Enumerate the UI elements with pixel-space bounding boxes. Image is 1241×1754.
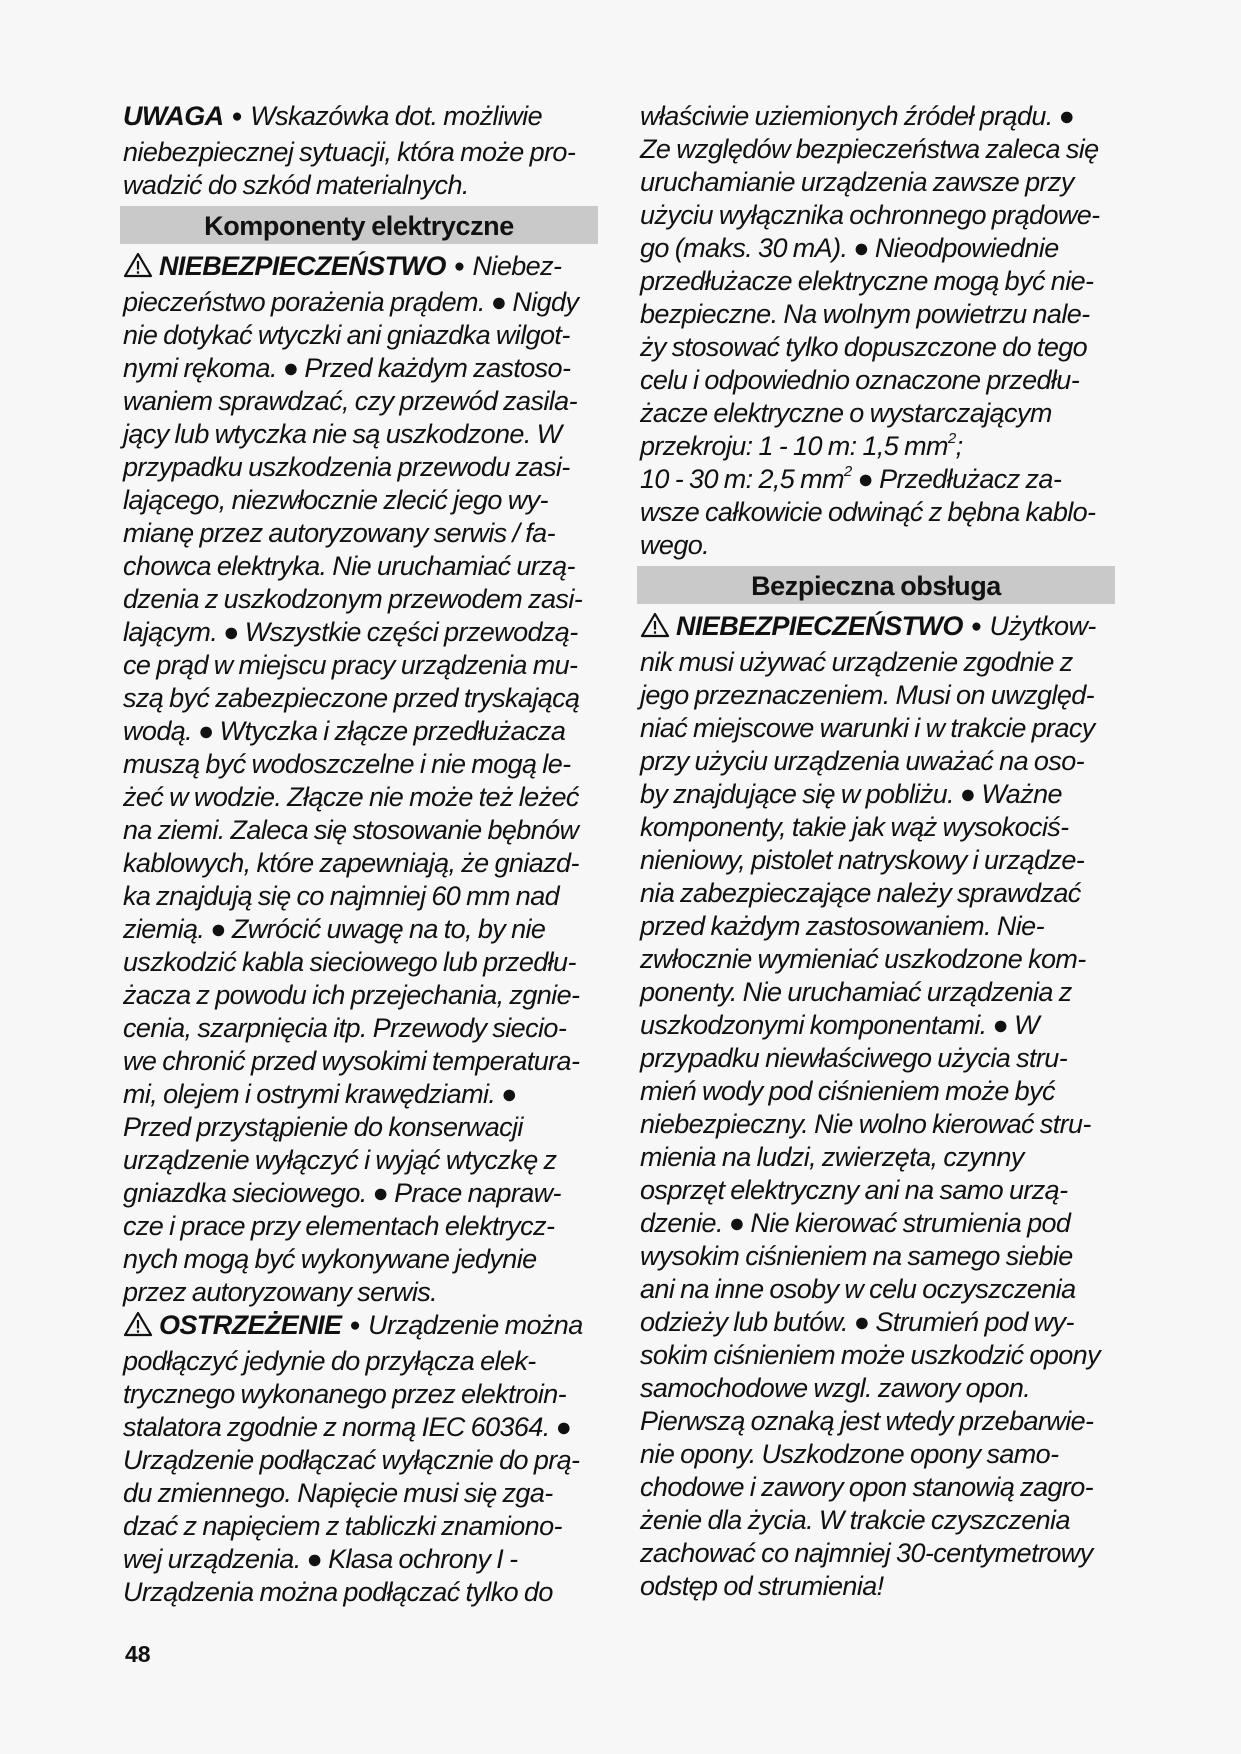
text-line: nieniowy, pistolet natryskowy i urządze- [640,845,1085,875]
continuation-lines [640,100,1112,430]
text-line: nych mogą być wykonywane jedynie [123,1244,537,1274]
text-line: na ziemi. Zaleca się stosowanie bębnów [123,815,579,845]
text-line: ani na inne osoby w celu oczyszczenia [640,1274,1076,1304]
text-line: dzać z napięciem z tabliczki znamiono- [123,1511,562,1541]
text-line: żenie dla życia. W trakcie czyszczenia [640,1505,1070,1535]
text-line: przed każdym zastosowaniem. Nie- [640,911,1044,941]
cross-section-end-1: ; [955,431,963,461]
text-line: waniem sprawdzać, czy przewód zasila- [123,386,577,416]
text-line: szą być zabezpieczone przed tryskającą [123,683,580,713]
text-line: dzenie. ● Nie kierować strumienia pod [640,1208,1071,1238]
danger-lines [123,286,595,1309]
text-line: zachować co najmniej 30-centymetrowy [640,1538,1093,1568]
bullet-icon: ● [231,106,243,127]
danger-label: NIEBEZPIECZEŃSTWO [159,251,446,281]
text-line: uszkodzić kabla sieciowego lub przedłu- [123,947,576,977]
text-line: dzenia z uszkodzonym przewodem zasi- [123,584,583,614]
text-line: ponenty. Nie uruchamiać urządzenia z [640,977,1072,1007]
text-line: stalatora zgodnie z normą IEC 60364. ● [123,1412,572,1442]
text-line: samochodowe wzgl. zawory opon. [640,1373,1031,1403]
text-line: żacze elektryczne o wystarczającym [640,398,1052,428]
text-line: użyciu wyłącznika ochronnego prądowe- [640,200,1100,230]
warning-label: OSTRZEŻENIE [159,1310,342,1340]
text-line: lającym. ● Wszystkie części przewodzą- [123,617,578,647]
text-line: właściwie uziemionych źródeł prądu. ● [640,101,1075,131]
cross-section-end-2: ● Przedłużacz za- [851,464,1062,494]
text-line: wysokim ciśnieniem na samego siebie [640,1241,1073,1271]
text-line: muszą być wodoszczelne i nie mogą le- [123,749,571,779]
text-line: Urządzenia można podłączać tylko do [123,1577,553,1607]
text-line: wego. [640,530,710,560]
warning-text-first: Urządzenie można [368,1310,583,1340]
text-line: uruchamianie urządzenia zawsze przy [640,167,1074,197]
cross-section-line-2 [640,463,1112,496]
text-line: wadzić do szkód materialnych. [123,170,469,200]
danger-label: NIEBEZPIECZEŃSTWO [676,611,963,641]
notice-text-first: Wskazówka dot. możliwie [250,101,542,131]
tail-lines [640,496,1112,562]
text-line: odstęp od strumienia! [640,1571,884,1601]
text-line: jący lub wtyczka nie są uszkodzone. W [123,419,562,449]
text-line: mi, olejem i ostrymi krawędziami. ● [123,1079,517,1109]
text-line: lającego, niezwłocznie zlecić jego wy- [123,485,548,515]
text-line: Przed przystąpienie do konserwacji [123,1112,523,1142]
text-line: osprzęt elektryczny ani na samo urzą- [640,1175,1068,1205]
text-line: wodą. ● Wtyczka i złącze przedłużacza [123,716,566,746]
text-line: zwłocznie wymieniać uszkodzone kom- [640,944,1086,974]
section-heading-electrical: Komponenty elektryczne [120,206,598,244]
text-line: nia zabezpieczające należy sprawdzać [640,878,1081,908]
text-line: podłączyć jedynie do przyłącza elek- [123,1346,536,1376]
text-line: niać miejscowe warunki i w trakcie pracy [640,713,1095,743]
text-line: nie dotykać wtyczki ani gniazdka wilgot- [123,320,570,350]
cross-section-text-2: 10 - 30 m: 2,5 mm [640,464,844,494]
text-line: Ze względów bezpieczeństwa zaleca się [640,134,1099,164]
bullet-icon: ● [349,1315,361,1336]
danger-lines [640,646,1112,1603]
text-line: nie opony. Uszkodzone opony samo- [640,1439,1059,1469]
text-line: gniazdka sieciowego. ● Prace napraw- [123,1178,561,1208]
text-line: bezpieczne. Na wolnym powietrzu nale- [640,299,1090,329]
text-line: żeć w wodzie. Złącze nie może też leżeć [123,782,579,812]
text-line: cze i prace przy elementach elektrycz- [123,1211,555,1241]
text-line: nik musi używać urządzenie zgodnie z [640,647,1073,677]
warning-triangle-icon [123,252,153,278]
warning-triangle-icon [123,1311,153,1337]
text-line: uszkodzonymi komponentami. ● W [640,1010,1039,1040]
text-line: Pierwszą oznaką jest wtedy przebarwie- [640,1406,1094,1436]
text-line: celu i odpowiednio oznaczone przedłu- [640,365,1080,395]
text-line: nymi rękoma. ● Przed każdym zastoso- [123,353,571,383]
text-line: chowca elektryka. Nie uruchamiać urzą- [123,551,575,581]
superscript: 2 [947,430,956,447]
text-line: przypadku niewłaściwego użycia stru- [640,1043,1068,1073]
left-column [123,100,595,1609]
cross-section-line-1 [640,430,1112,463]
text-line: przy użyciu urządzenia uważać na oso- [640,746,1085,776]
text-line: kablowych, które zapewniają, że gniazd- [123,848,579,878]
warning-lines [123,1345,595,1609]
text-line: pieczeństwo porażenia prądem. ● Nigdy [123,287,579,317]
text-line: we chronić przed wysokimi temperatura- [123,1046,580,1076]
notice-label: UWAGA [123,101,224,131]
text-line: mień wody pod ciśnieniem może być [640,1076,1055,1106]
text-line: go (maks. 30 mA). ● Nieodpowiednie [640,233,1059,263]
text-line: komponenty, takie jak wąż wysokociś- [640,812,1069,842]
text-line: ka znajdują się co najmniej 60 mm nad [123,881,560,911]
text-line: niebezpieczny. Nie wolno kierować stru- [640,1109,1091,1139]
text-line: ce prąd w miejscu pracy urządzenia mu- [123,650,578,680]
superscript: 2 [843,463,852,480]
section-heading-safe-operation: Bezpieczna obsługa [637,566,1115,604]
cross-section-text-1: przekroju: 1 - 10 m: 1,5 mm [640,431,948,461]
text-line: przez autoryzowany serwis. [123,1277,438,1307]
text-line: Urządzenie podłączać wyłącznie do prą- [123,1445,580,1475]
text-line: odzieży lub butów. ● Strumień pod wy- [640,1307,1074,1337]
text-line: przedłużacze elektryczne mogą być nie- [640,266,1094,296]
text-line: urządzenie wyłączyć i wyjąć wtyczkę z [123,1145,557,1175]
text-line: mianę przez autoryzowany serwis / fa- [123,518,555,548]
text-line: du zmiennego. Napięcie musi się zga- [123,1478,553,1508]
text-line: mienia na ludzi, zwierzęta, czynny [640,1142,1024,1172]
notice-first-line [123,100,595,136]
warning-triangle-icon [640,612,670,638]
bullet-icon: ● [970,616,982,637]
bullet-icon: ● [453,256,465,277]
text-line: wej urządzenia. ● Klasa ochrony I - [123,1544,518,1574]
danger-text-first: Użytkow- [989,611,1096,641]
text-line: chodowe i zawory opon stanowią zagro- [640,1472,1094,1502]
danger-first-line [123,250,595,286]
text-line: wsze całkowicie odwinąć z bębna kablo- [640,497,1096,527]
right-column [640,100,1112,1603]
text-line: żacza z powodu ich przejechania, zgnie- [123,980,580,1010]
text-line: jego przeznaczeniem. Musi on uwzględ- [640,680,1095,710]
page-number: 48 [125,1641,151,1667]
danger-text-first: Niebez- [472,251,562,281]
text-line: przypadku uszkodzenia przewodu zasi- [123,452,570,482]
text-line: niebezpiecznej sytuacji, która może pro- [123,137,576,167]
text-line: trycznego wykonanego przez elektroin- [123,1379,567,1409]
text-line: ziemią. ● Zwrócić uwagę na to, by nie [123,914,546,944]
danger-first-line [640,610,1112,646]
text-line: ży stosować tylko dopuszczone do tego [640,332,1088,362]
text-line: cenia, szarpnięcia itp. Przewody siecio- [123,1013,567,1043]
text-line: sokim ciśnieniem może uszkodzić opony [640,1340,1100,1370]
text-line: by znajdujące się w pobliżu. ● Ważne [640,779,1062,809]
warning-first-line [123,1309,595,1345]
notice-lines [123,136,595,202]
